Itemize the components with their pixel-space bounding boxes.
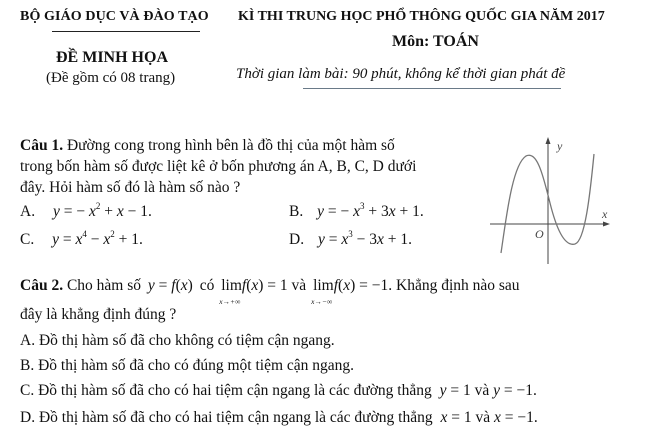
x-axis-label: x (602, 207, 608, 221)
limit-plus-infinity: lim x→+∞ (219, 277, 242, 306)
ministry-name: BỘ GIÁO DỤC VÀ ĐÀO TẠO (20, 9, 209, 24)
exam-title: KÌ THI TRUNG HỌC PHỔ THÔNG QUỐC GIA NĂM 2017 (238, 9, 605, 24)
ministry-underline (52, 31, 200, 32)
question-2-option-d[interactable]: D. Đồ thị hàm số đã cho có hai tiệm cận ngang là các đường thẳng x = 1 và x = −1. (20, 409, 538, 426)
question-1-text: Đường cong trong hình bên là đồ thị của một hàm số (66, 137, 395, 154)
subject-label: Môn: TOÁN (392, 33, 479, 50)
page-count: (Đề gồm có 08 trang) (46, 70, 176, 86)
question-2-option-a[interactable]: A. Đồ thị hàm số đã cho không có tiệm cận ngang. (20, 332, 335, 349)
y-axis-arrow-icon (546, 137, 551, 144)
question-1-line-2: trong bốn hàm số được liệt kê ở bốn phương án A, B, C, D dưới (20, 158, 417, 175)
question-1-label: Câu 1. (20, 137, 64, 154)
question-1-option-d[interactable]: D. $y = x^3 - 3x + 1$. (289, 229, 412, 248)
question-1-option-c[interactable]: C. $y = x^4 - x^2 + 1$. (20, 229, 143, 248)
question-1-line-1 (20, 135, 395, 156)
question-1-option-a[interactable]: A. y = − $x^2 + x - 1$. (20, 201, 152, 220)
x-axis (490, 222, 610, 227)
question-1-line-3: đây. Hỏi hàm số đó là hàm số nào ? (20, 179, 241, 196)
origin-label: O (535, 227, 544, 241)
question-2-label: Câu 2. (20, 277, 64, 294)
question-2-option-b[interactable]: B. Đồ thị hàm số đã cho có đúng một tiệm cận ngang. (20, 357, 355, 374)
question-2-line-2: đây là khẳng định đúng ? (20, 306, 177, 323)
y-axis-label: y (557, 139, 563, 153)
limit-minus-infinity: lim x→−∞ (311, 277, 334, 306)
exam-type: ĐỀ MINH HỌA (56, 49, 168, 66)
function-graph (480, 125, 620, 265)
time-note: Thời gian làm bài: 90 phút, không kể thời gian phát đề (236, 66, 566, 82)
question-1-option-b[interactable]: B. y = − $x^3 + 3x + 1$. (289, 201, 424, 220)
x-axis-arrow-icon (603, 222, 610, 227)
question-2-line-1: Câu 2. Cho hàm số y = f(x) có lim x→+∞ f(x) = 1 và lim x→−∞ f(x) = −1. Khẳng định nào sau (20, 277, 520, 306)
time-underline (303, 88, 561, 89)
function-def: y = f(x) (147, 277, 193, 294)
question-2-option-c[interactable]: C. Đồ thị hàm số đã cho có hai tiệm cận ngang là các đường thẳng y = 1 và y = −1. (20, 382, 537, 399)
